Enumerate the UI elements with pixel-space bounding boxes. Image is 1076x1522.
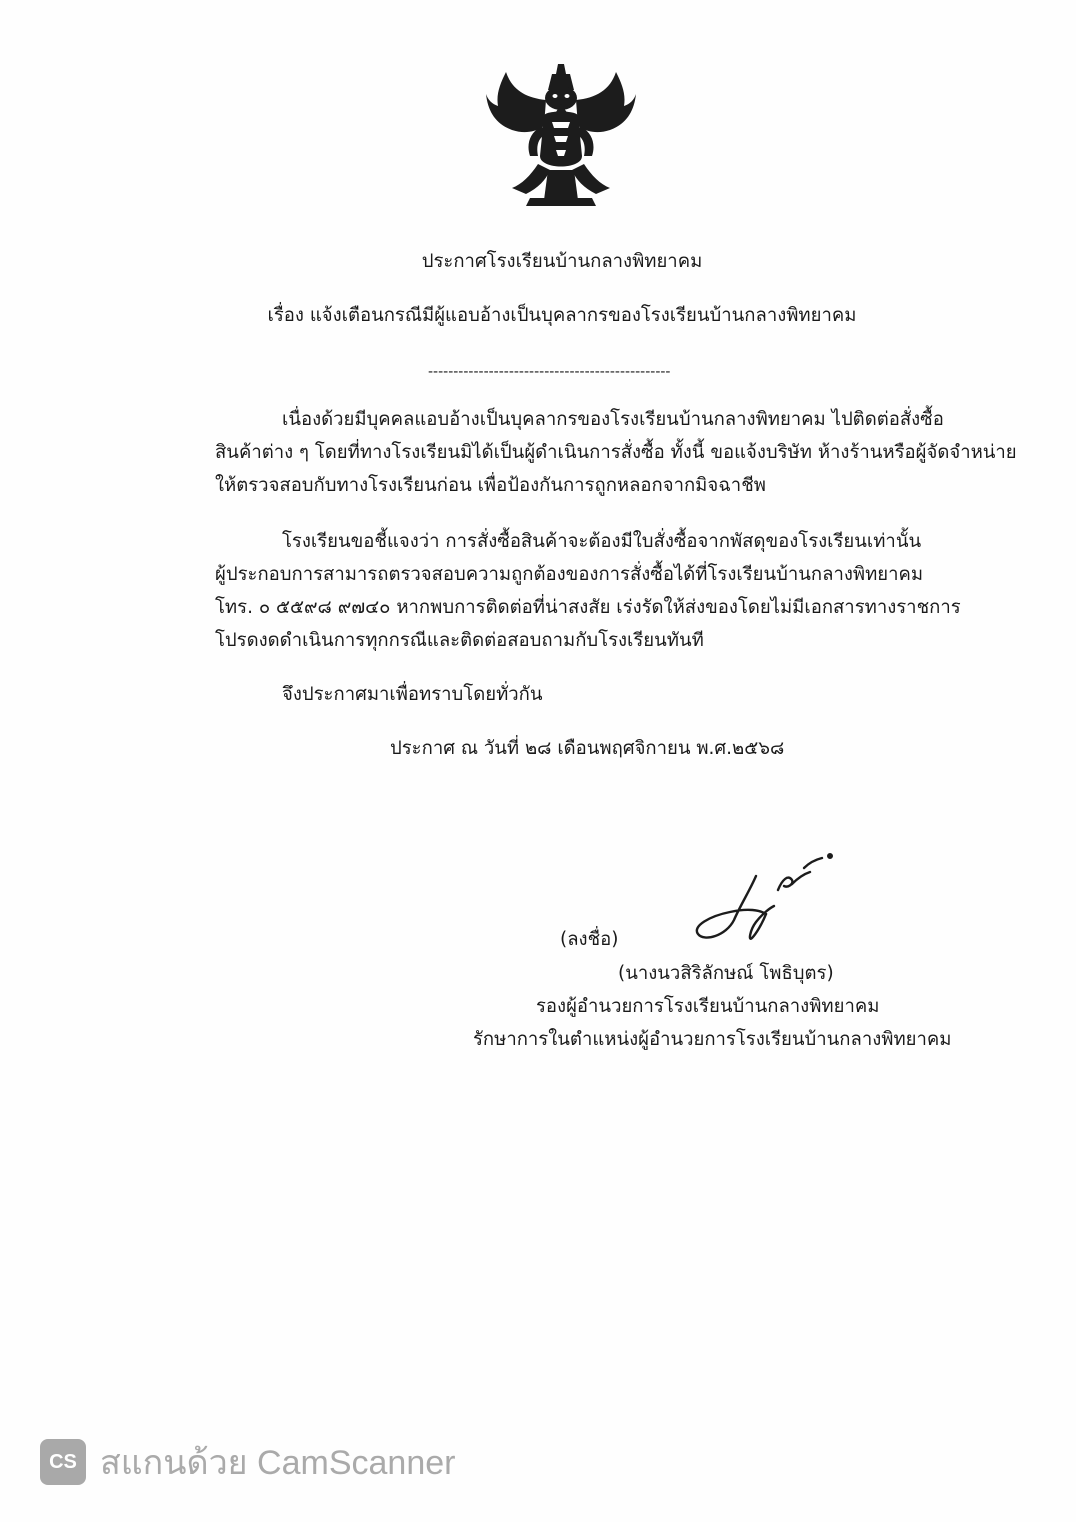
paragraph-2-line-4: โปรดงดดำเนินการทุกกรณีและติดต่อสอบถามกับโรงเรียนทันที — [215, 630, 704, 651]
paragraph-2-line-2: ผู้ประกอบการสามารถตรวจสอบความถูกต้องของการสั่งซื้อได้ที่โรงเรียนบ้านกลางพิทยาคม — [215, 564, 924, 585]
announcement-subject: เรื่อง แจ้งเตือนกรณีมีผู้แอบอ้างเป็นบุคลากรของโรงเรียนบ้านกลางพิทยาคม — [267, 305, 857, 326]
closing-line: จึงประกาศมาเพื่อทราบโดยทั่วกัน — [282, 684, 543, 705]
separator-line: ------------------------------------------------ — [428, 364, 671, 380]
paragraph-1-line-1: เนื่องด้วยมีบุคคลแอบอ้างเป็นบุคลากรของโรงเรียนบ้านกลางพิทยาคม ไปติดต่อสั่งซื้อ — [282, 409, 944, 430]
paragraph-1-line-2: สินค้าต่าง ๆ โดยที่ทางโรงเรียนมิได้เป็นผู้ดำเนินการสั่งซื้อ ทั้งนี้ ขอแจ้งบริษัท ห้างร้านหรือผู้จัดจำหน่าย — [215, 442, 1017, 463]
announcement-title: ประกาศโรงเรียนบ้านกลางพิทยาคม — [421, 251, 703, 272]
camscanner-logo-icon: CS — [40, 1439, 86, 1485]
signer-name: (นางนวสิริลักษณ์ โพธิบุตร) — [618, 963, 834, 984]
paragraph-1-line-3: ให้ตรวจสอบกับทางโรงเรียนก่อน เพื่อป้องกันการถูกหลอกจากมิจฉาชีพ — [215, 475, 766, 496]
camscanner-watermark — [40, 1434, 455, 1490]
date-line: ประกาศ ณ วันที่ ๒๘ เดือนพฤศจิกายน พ.ศ.๒๕๖๘ — [390, 738, 785, 759]
signer-position: รองผู้อำนวยการโรงเรียนบ้านกลางพิทยาคม — [536, 996, 880, 1017]
sign-label: (ลงชื่อ) — [560, 929, 619, 950]
paragraph-2-line-1: โรงเรียนขอชี้แจงว่า การสั่งซื้อสินค้าจะต้องมีใบสั่งซื้อจากพัสดุของโรงเรียนเท่านั้น — [282, 531, 922, 552]
camscanner-text: สแกนด้วย CamScanner — [100, 1444, 456, 1482]
handwritten-signature — [690, 850, 840, 950]
signer-acting-position: รักษาการในตำแหน่งผู้อำนวยการโรงเรียนบ้านกลางพิทยาคม — [473, 1029, 952, 1050]
garuda-emblem-icon — [486, 60, 636, 210]
paragraph-2-line-3: โทร. ๐ ๕๕๙๘ ๙๗๔๐ หากพบการติดต่อที่น่าสงสัย เร่งรัดให้ส่งของโดยไม่มีเอกสารทางราชการ — [215, 597, 961, 618]
